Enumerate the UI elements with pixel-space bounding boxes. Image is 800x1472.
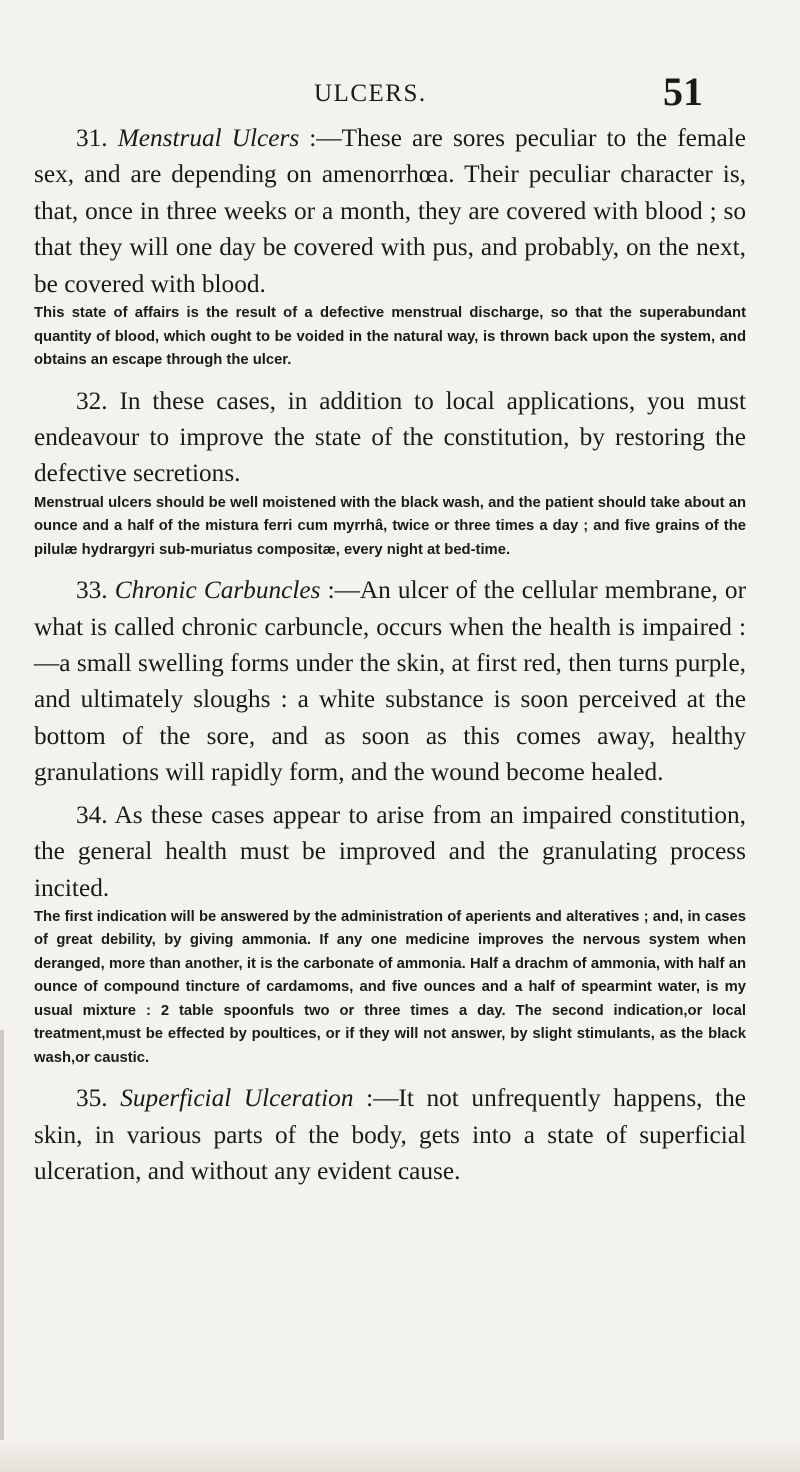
paragraph-text: In these cases, in addition to local applications, you must endeavour to improve the state of the constitution, by restoring the defective secretions. (34, 386, 746, 488)
page-header (0, 69, 800, 116)
section-heading: Menstrual Ulcers (117, 124, 300, 152)
small-print-note: Menstrual ulcers should be well moistened with the black wash, and the patient should take about an ounce and a half of the mistura ferri cum myrrhâ, twice or three times a day ; and five grains of the pilulæ hydrargyri sub-muriatus compositæ, every night at bed-time. (34, 494, 746, 558)
paragraph-33 (34, 572, 746, 790)
paragraph-34 (34, 797, 746, 906)
body-text (34, 120, 746, 1190)
page-number: 51 (663, 69, 703, 114)
section-heading: Chronic Carbuncles (114, 576, 321, 605)
paragraph-number: 35. (76, 1084, 108, 1113)
small-print-note: The first indication will be answered by the administration of aperients and alteratives ; and, in cases of great debility, by giving ammonia. If any one medicine improves the nervous system when deranged, more than another, it is the carbonate of ammonia. Half a drachm of ammonia, with half an ounce of compound tincture of cardamoms, and five ounces and a half of spearmint water, is my usual mixture : 2 table spoonfuls two or three times a day. The second indication,or local treatment,must be effected by poultices, or if they will not answer, by slight stimulants, as the black wash,or caustic. (34, 908, 746, 1066)
paragraph-text: :—It not unfrequently happens, the skin, in various parts of the body, gets into a state of superficial ulceration, and without any evident cause. (34, 1084, 747, 1186)
paragraph-35 (34, 1080, 746, 1189)
paragraph-32 (34, 383, 746, 492)
paragraph-number: 33. (76, 576, 108, 605)
paragraph-31 (34, 120, 746, 302)
page-bottom-edge (0, 1440, 800, 1472)
paragraph-number: 31. (76, 124, 108, 152)
paragraph-number: 32. (76, 386, 108, 415)
section-heading: Superficial Ulceration (120, 1084, 354, 1113)
running-head: ULCERS. (314, 80, 427, 107)
paragraph-text: As these cases appear to arise from an impaired constitution, the general health must be improved and the granulating process incited. (34, 800, 746, 902)
page-left-edge (0, 1030, 4, 1472)
paragraph-text: :—An ulcer of the cellular membrane, or what is called chronic carbuncle, occurs when the health is impaired :—a small swelling forms under the skin, at first red, then turns purple, and ultimately sloughs : a white substance is soon perceived at the bottom of the sore, and as soon as this comes away, healthy granulations will rapidly form, and the wound become healed. (34, 576, 746, 787)
paragraph-number: 34. (76, 800, 108, 829)
small-print-note: This state of affairs is the result of a defective menstrual discharge, so that the superabundant quantity of blood, which ought to be voided in the natural way, is thrown back upon the system, and obtains an escape through the ulcer. (34, 305, 746, 369)
paragraph-text: :—These are sores peculiar to the female sex, and are depending on amenorrhœa. Their peculiar character is, that, once in three weeks or a month, they are covered with blood ; so that they will one day be covered with pus, and probably, on the next, be covered with blood. (34, 124, 747, 298)
